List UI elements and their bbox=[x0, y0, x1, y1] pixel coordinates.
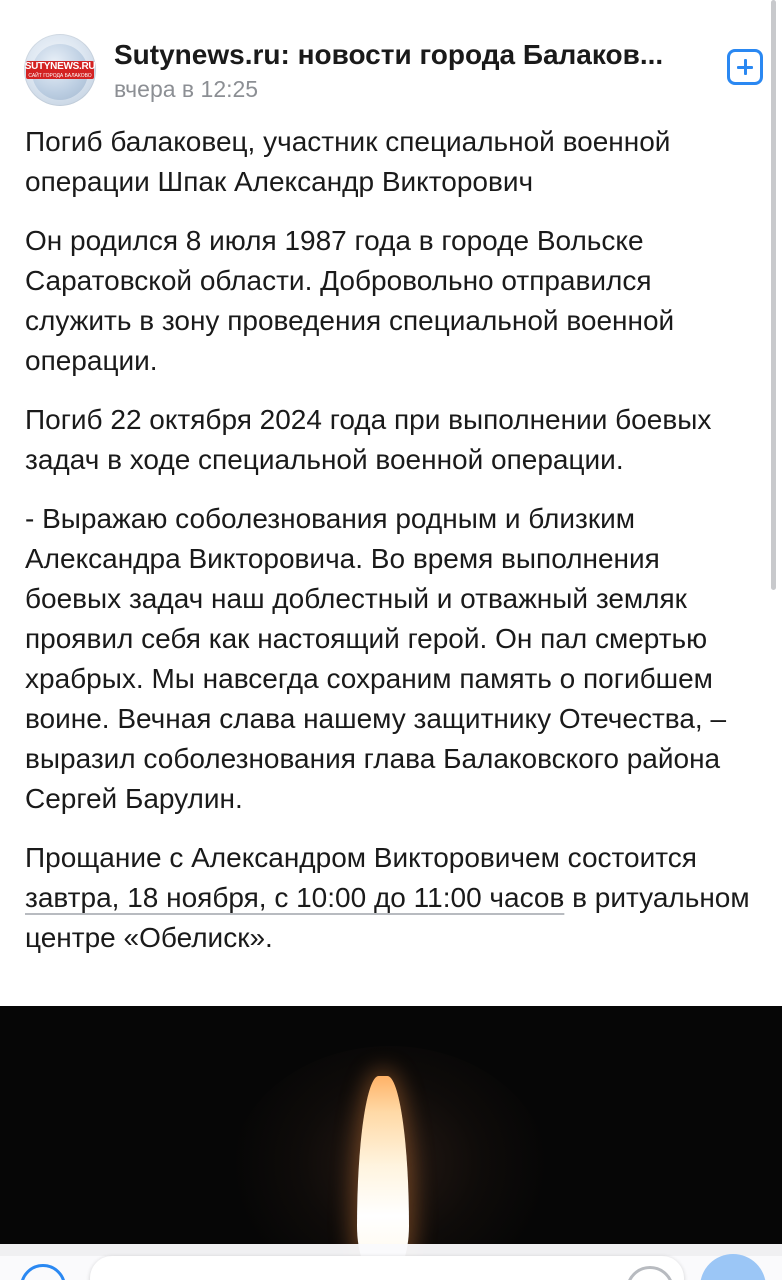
source-title[interactable]: Sutynews.ru: новости города Балаков... bbox=[114, 39, 664, 70]
candle-image[interactable] bbox=[0, 1006, 782, 1256]
article-body bbox=[25, 122, 760, 977]
farewell-text: Прощание с Александром Викторовичем состоится bbox=[25, 842, 697, 873]
plus-square-icon-stroke bbox=[744, 59, 747, 75]
farewell-date-link[interactable]: завтра, 18 ноября, с 10:00 до 11:00 часов bbox=[25, 882, 565, 913]
article-headline: Погиб балаковец, участник специальной военной операции Шпак Александр Викторович bbox=[25, 126, 671, 197]
avatar[interactable] bbox=[24, 34, 96, 106]
farewell-place-text: в ритуальном центре «Обелиск». bbox=[25, 882, 750, 953]
article-paragraph: Он родился 8 июля 1987 года в городе Вольске Саратовской области. Добровольно отправился служить в зону проведения специальной военной операции. bbox=[25, 225, 675, 376]
comment-input[interactable] bbox=[90, 1256, 684, 1280]
article-paragraph: Погиб 22 октября 2024 года при выполнении боевых задач в ходе специальной военной операции. bbox=[25, 404, 712, 475]
article-paragraph-farewell bbox=[25, 838, 760, 958]
avatar-logo-subtitle: САЙТ ГОРОДА БАЛАКОВО bbox=[28, 73, 92, 79]
article-quote: - Выражаю соболезнования родным и близким Александра Викторовича. Во время выполнения боевых задач наш доблестный и отважный земляк проявил себя как настоящий герой. Он пал смертью храбрых. Мы навсегда сохраним память о погибшем воине. Вечная слава нашему защитнику Отечества, – выразил соболезнования глава Балаковского района Сергей Барулин. bbox=[25, 503, 727, 814]
scrollbar[interactable] bbox=[771, 0, 776, 590]
post-header bbox=[0, 0, 782, 115]
post-time: вчера в 12:25 bbox=[114, 76, 259, 102]
avatar-logo-text: SUTYNEWS.RU bbox=[24, 61, 96, 72]
subscribe-button[interactable] bbox=[727, 49, 763, 85]
